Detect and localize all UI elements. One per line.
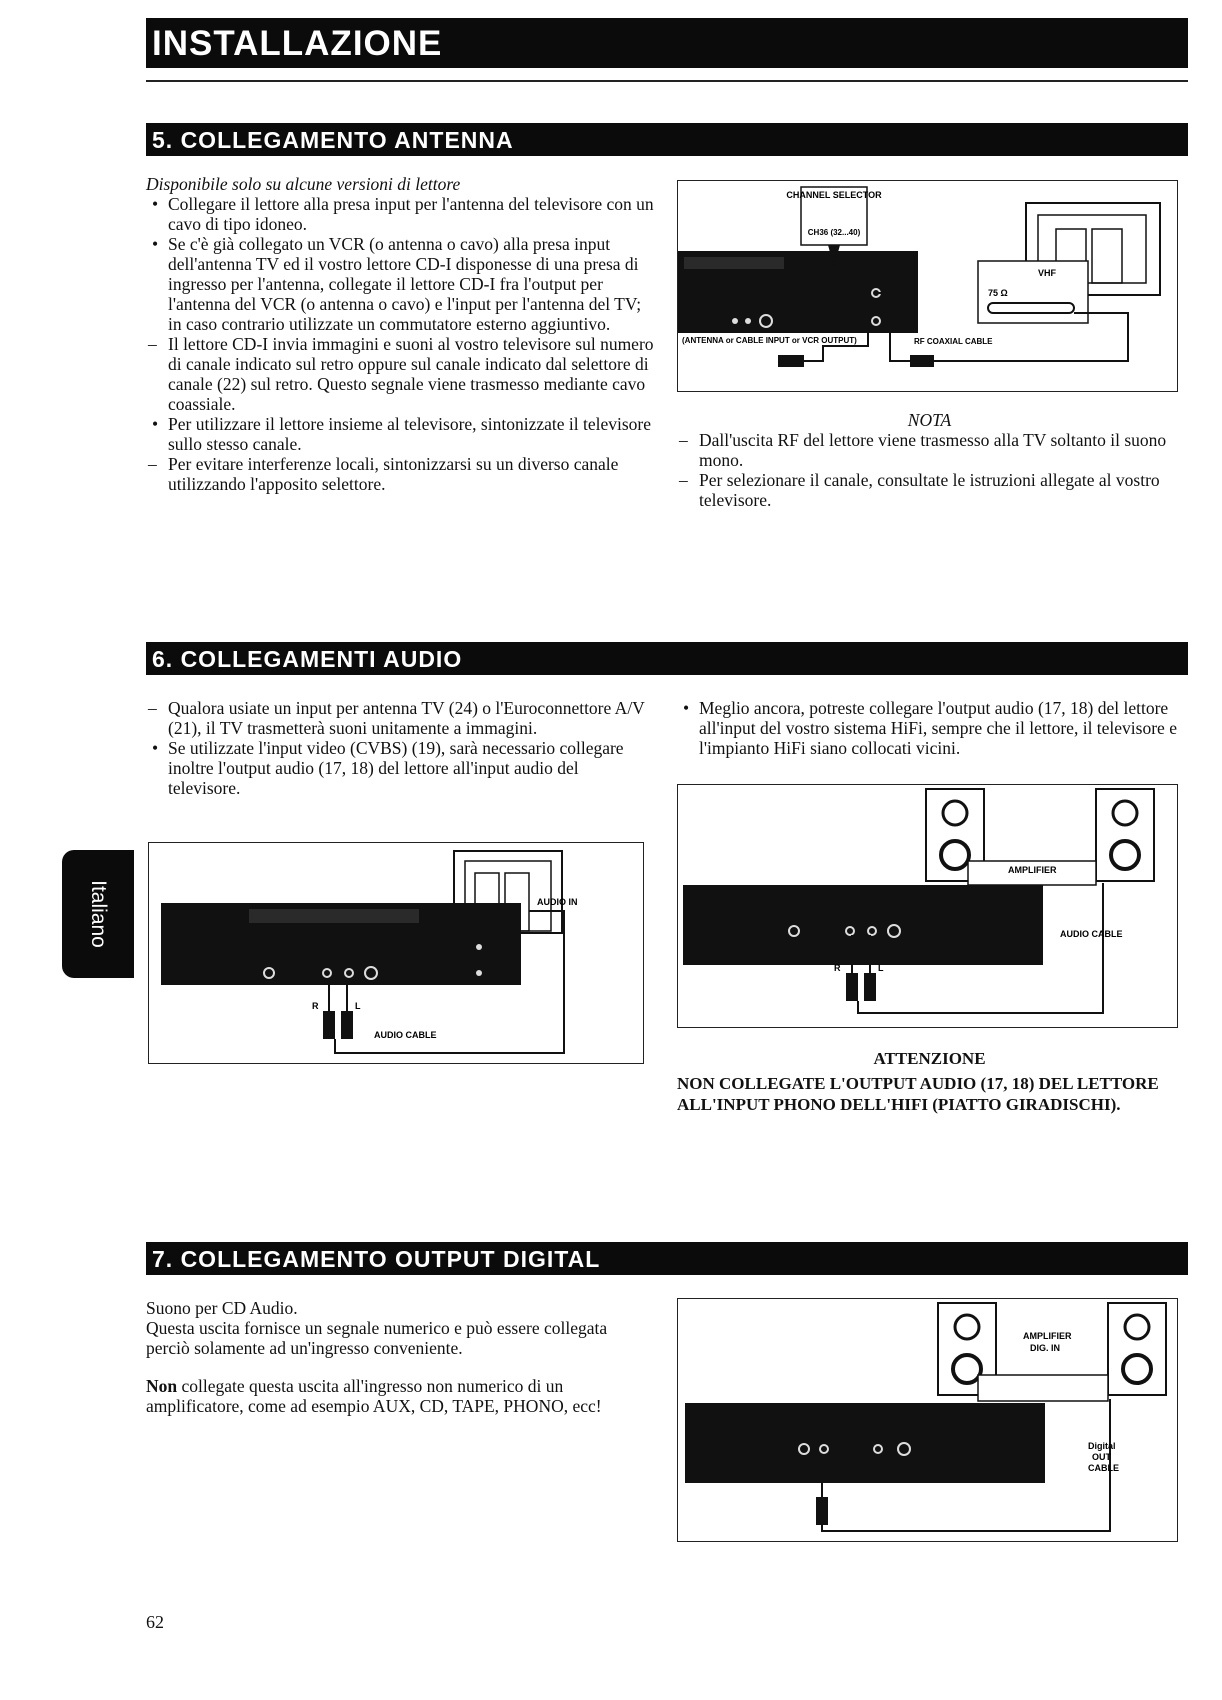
section-5-list	[146, 194, 654, 494]
amplifier-label: AMPLIFIER	[1023, 1331, 1072, 1341]
digital-label: Digital	[1088, 1441, 1116, 1451]
audio-cable-label: AUDIO CABLE	[374, 1030, 437, 1040]
title-divider	[146, 80, 1188, 82]
section-6-warning	[677, 1048, 1182, 1115]
vhf-label: VHF	[1038, 268, 1056, 278]
digital-output-diagram	[677, 1298, 1178, 1542]
out-label: OUT	[1092, 1452, 1111, 1462]
section-7-para-2	[146, 1376, 646, 1416]
rf-cable-label: RF COAXIAL CABLE	[914, 337, 993, 346]
r-label: R	[834, 963, 841, 973]
ohm-label: 75 Ω	[988, 288, 1008, 298]
section-7-text	[146, 1298, 646, 1416]
page-number: 62	[146, 1612, 164, 1632]
list-item: • Per utilizzare il lettore insieme al televisore, sintonizzate il televisore sullo stesso canale.	[146, 414, 654, 454]
section-7-para-2-rest: collegate questa uscita all'ingresso non numerico di un amplificatore, come ad esempio AUX, CD, TAPE, PHONO, ecc!	[146, 1376, 602, 1416]
list-item: • Meglio ancora, potreste collegare l'output audio (17, 18) del lettore all'input del vostro sistema HiFi, sempre che il lettore, il televisore e l'impianto HiFi siano collocati vicini.	[677, 698, 1182, 758]
language-tab	[62, 850, 134, 978]
antenna-connection-diagram	[677, 180, 1178, 392]
section-6-text-right	[677, 698, 1182, 758]
section-5-note	[677, 410, 1182, 510]
list-item: – Il lettore CD-I invia immagini e suoni al vostro televisore sul numero di canale indicato sul retro oppure sul canale indicato dal selettore di canale (22) sul retro. Questo segnale viene trasmesso mediante cavo coassiale.	[146, 334, 654, 414]
section-7-heading: 7. COLLEGAMENTO OUTPUT DIGITAL	[146, 1242, 1188, 1275]
channel-range-label: CH36 (32...40)	[807, 228, 861, 237]
antenna-input-label: (ANTENNA or CABLE INPUT or VCR OUTPUT)	[682, 336, 857, 345]
warning-title: ATTENZIONE	[873, 1049, 986, 1068]
cable-label: CABLE	[1088, 1463, 1119, 1473]
channel-selector-label: CHANNEL SELECTOR	[786, 190, 882, 200]
section-7-emphasis: Non	[146, 1376, 178, 1396]
player-rear-panel	[683, 885, 1043, 965]
audio-cable-label: AUDIO CABLE	[1060, 929, 1123, 939]
list-item: • Se c'è già collegato un VCR (o antenna o cavo) alla presa input dell'antenna TV ed il vostro lettore CD-I disponesse di una presa di ingresso per l'antenna, collegate il lettore CD-I fra l'output per l'antenna del VCR (o antenna o cavo) e l'input per l'antenna del TV; in caso contrario utilizzate un commutatore esterno aggiuntivo.	[146, 234, 654, 334]
list-item: • Se utilizzate l'input video (CVBS) (19), sarà necessario collegare inoltre l'output audio (17, 18) del lettore all'input audio del televisore.	[146, 738, 646, 798]
list-item: – Qualora usiate un input per antenna TV (24) o l'Euroconnettore A/V (21), il TV trasmetterà suoni unitamente a immagini.	[146, 698, 646, 738]
section-5-intro: Disponibile solo su alcune versioni di lettore	[146, 174, 461, 194]
page-title: INSTALLAZIONE	[146, 18, 1188, 68]
section-6-text-left	[146, 698, 646, 798]
audio-in-label: AUDIO IN	[537, 897, 578, 907]
list-item: – Per evitare interferenze locali, sintonizzarsi su un diverso canale utilizzando l'apposito selettore.	[146, 454, 654, 494]
list-item: – Dall'uscita RF del lettore viene trasmesso alla TV soltanto il suono mono.	[677, 430, 1182, 470]
section-7-para-1: Suono per CD Audio. Questa uscita fornisce un segnale numerico e può essere collegata perciò solamente ad un'ingresso conveniente.	[146, 1298, 608, 1358]
l-label: L	[355, 1001, 361, 1011]
player-rear-panel	[685, 1403, 1045, 1483]
hifi-audio-diagram	[677, 784, 1178, 1028]
l-label: L	[878, 963, 884, 973]
section-5-text	[146, 174, 654, 494]
section-5-heading: 5. COLLEGAMENTO ANTENNA	[146, 123, 1188, 156]
note-title: NOTA	[907, 410, 952, 430]
section-6-heading: 6. COLLEGAMENTI AUDIO	[146, 642, 1188, 675]
list-item: • Collegare il lettore alla presa input per l'antenna del televisore con un cavo di tipo idoneo.	[146, 194, 654, 234]
r-label: R	[312, 1001, 319, 1011]
dig-in-label: DIG. IN	[1030, 1343, 1061, 1353]
language-tab-label: Italiano	[87, 880, 110, 948]
list-item: – Per selezionare il canale, consultate le istruzioni allegate al vostro televisore.	[677, 470, 1182, 510]
tv-audio-diagram	[148, 842, 644, 1064]
warning-text: NON COLLEGATE L'OUTPUT AUDIO (17, 18) DEL LETTORE ALL'INPUT PHONO DELL'HIFI (PIATTO GIRADISCHI).	[677, 1074, 1159, 1114]
amplifier-label: AMPLIFIER	[1008, 865, 1057, 875]
